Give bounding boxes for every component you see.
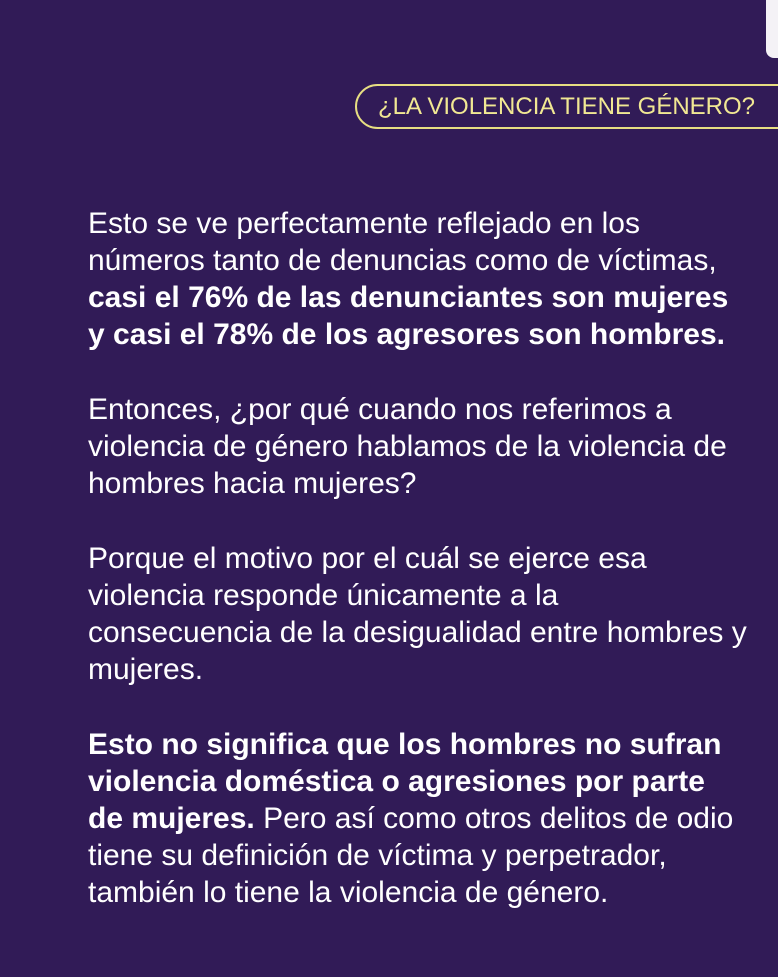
- paragraph-3-text: Porque el motivo por el cuál se ejerce esa violencia responde únicamente a la consecuencia de la desigualidad entre hombres y mujeres.: [88, 542, 747, 686]
- corner-tab: [766, 0, 778, 58]
- topic-tag: [355, 84, 778, 129]
- paragraph-4-text: Pero así como otros delitos de odio tiene su definición de víctima y perpetrador, también lo tiene la violencia de género.: [88, 802, 734, 909]
- paragraph-4: [88, 726, 748, 911]
- paragraph-3: [88, 540, 748, 688]
- body-text: [88, 205, 748, 949]
- paragraph-1-text: Esto se ve perfectamente reflejado en los números tanto de denuncias como de víctimas,: [88, 207, 717, 277]
- paragraph-2: [88, 391, 748, 502]
- paragraph-1: [88, 205, 748, 353]
- paragraph-4-bold: Esto no significa que los hombres no sufran violencia doméstica o agresiones por parte de mujeres.: [88, 728, 722, 835]
- paragraph-1-bold: casi el 76% de las denunciantes son mujeres y casi el 78% de los agresores son hombres.: [88, 281, 729, 351]
- paragraph-2-text: Entonces, ¿por qué cuando nos referimos a violencia de género hablamos de la violencia de hombres hacia mujeres?: [88, 393, 727, 500]
- topic-tag-label: ¿LA VIOLENCIA TIENE GÉNERO?: [378, 93, 756, 120]
